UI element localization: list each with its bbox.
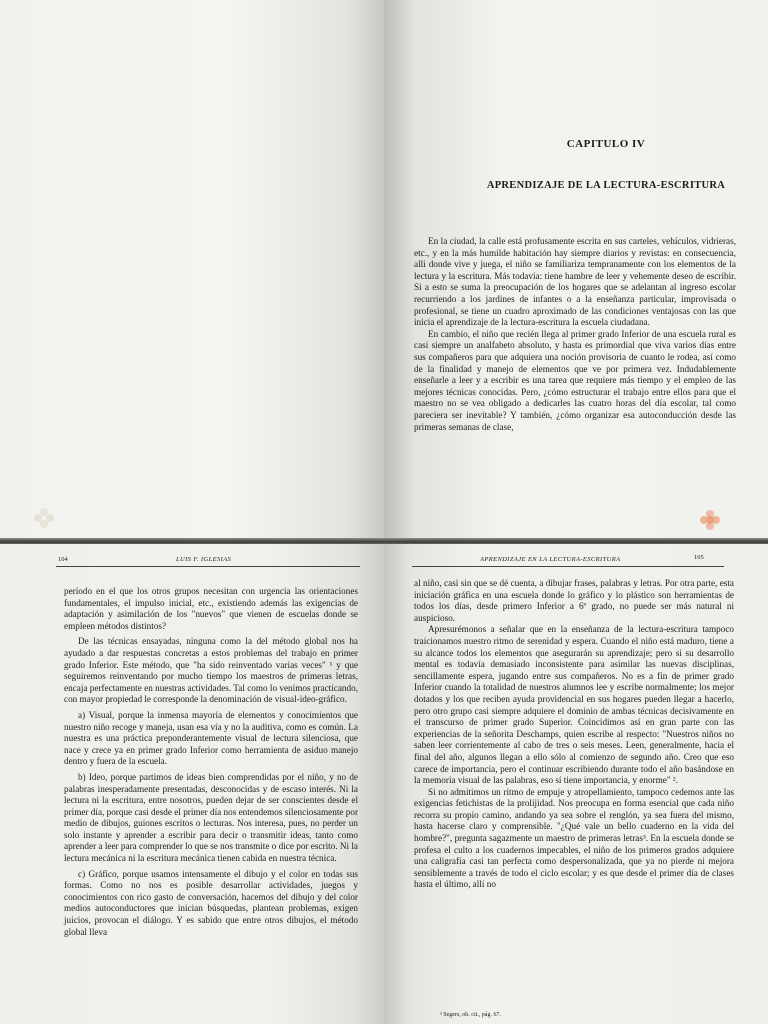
paragraph: a) Visual, porque la inmensa mayoría de elementos y conocimientos que nuestro niño recoge y maneja, usan esa vía y no la auditiva, como es común. La nuestra es una práctica preponderantemente visual de lectura silenciosa, que nace y crece ya en primer grado Inferior como herramienta de asiduo manejo dentro y fuera de la escuela.: [64, 709, 358, 767]
paragraph: En cambio, el niño que recién llega al primer grado Inferior de una escuela rural es casi siempre un analfabeto absoluto, y hasta es primordial que viva varios días entre sus compañeros para que adquiera una noción provisoria de cuanto le rodea, así como de la finalidad y manejo de elementos que ve por primera vez. Indudablemente enseñarle a leer y a escribir es una tarea que requiere más tiempo y el empleo de las mejores técnicas conocidas. Pero, ¿cómo estructurar el trabajo entre ellos para que el maestro no se vea obligado a dedicarles las cuatro horas del día escolar, tal como pareciera ser inevitable? Y también, ¿cómo organizar esa autoconducción desde las primeras semanas de clase,: [414, 328, 736, 432]
chapter-label: CAPITULO IV: [566, 138, 646, 150]
paragraph: b) Ideo, porque partimos de ideas bien comprendidas por el niño, y no de palabras inesperadamente presentadas, desconocidas y de escaso interés. Ni la lectura ni la escritura, entre nosotros, pueden dejar de ser conscientes desde el primer día, porque casi desde el primer día nos entendemos silenciosamente por medio de dibujos, guiones escritos o lecturas. Nos interesa, pues, no perder un solo instante y aprender a escribir para decir o transmitir ideas, tanto como aprender a leer para comprender lo que se nos transmite o dice por escrito. Ni la lectura mecánica ni la escritura mecánica tienen cabida en nuestra técnica.: [64, 771, 358, 864]
chapter-opening-page: [384, 0, 768, 540]
page-body-text: [414, 578, 734, 891]
paragraph: De las técnicas ensayadas, ninguna como la del método global nos ha ayudado a dar respuestas concretas a estos problemas del trabajo en primer grado Inferior. Este método, que "ha sido reinventado varias veces" ¹ y que seguiremos reinventando por mucho tiempo los maestros de primeras letras, encaja perfectamente en nuestras actividades. Tal como lo venimos practicando, con mayor propiedad le corresponde la denominación de visual-ideo-gráfico.: [64, 636, 358, 705]
footnote: ² Segers, ob. cit., pág. 67.: [440, 1012, 501, 1018]
header-rule: [412, 566, 724, 567]
paragraph: Apresurémonos a señalar que en la enseñanza de la lectura-escritura tampoco traicionamos nuestro ritmo de serenidad y espera. Cuando el niño está maduro, tiene a su alcance todos los elementos que asegurarán su aprendizaje; pero si su desarrollo mental es todavía demasiado inconsistente para asimilar las nuevas disciplinas, sencillamente espera, jugando entre sus compañeros. No es a fin de primer grado Inferior cuando la totalidad de nuestros alumnos lee y escribe normalmente; los mejor dotados y los que reciben ayuda providencial en sus hogares pueden llegar a hacerlo, pero otro grupo casi siempre adquiere el dominio de ambas técnicas decisivamente en el transcurso de primer grado Superior. Coincidimos así en gran parte con las experiencias de la señorita Deschamps, quien escribe al respecto: "Nuestros niños no saben leer corrientemente al cabo de tres o seis meses. Leen, generalmente, hacia el final del año, algunos llegan a ello sólo al comienzo de segundo año. Creo que eso carece de importancia, pero el continuar escribiendo durante todo el año basándose en la memoria visual de las palabras, eso sí tiene importancia, y enorme" ².: [414, 624, 734, 786]
running-head: LUIS F. IGLESIAS: [176, 556, 232, 563]
header-rule: [56, 566, 360, 567]
paragraph: En la ciudad, la calle está profusamente escrita en sus carteles, vehículos, vidrieras, etc., y en la más humilde habitación hay siempre diarios y revistas: en consecuencia, allí donde vive y juega, el niño se familiariza tempranamente con los elementos de la lectura y la escritura. Más todavía: tiene hambre de leer y vehemente deseo de escribir. Si a esto se suma la preocupación de los hogares que se adelantan al ingreso escolar recurriendo a los jardines de infantes o a la enseñanza particular, improvisada o profesional, se tiene un cuadro aproximado de las condiciones ventajosas con las que inicia el aprendizaje de la lectura-escritura la escuela ciudadana.: [414, 236, 736, 328]
paragraph: c) Gráfico, porque usamos intensamente el dibujo y el color en todas sus formas. Como no nos es posible desarrollar actividades, juegos y conocimientos con rico gasto de conversación, hacemos del dibujo y del color medios autoconductores que inician búsquedas, plantean problemas, exigen juicios, provocan el diálogo. Y es sabido que entre otros dibujos, el método global lleva: [64, 868, 358, 937]
chapter-title: APRENDIZAJE DE LA LECTURA-ESCRITURA: [486, 180, 726, 191]
page-number: 105: [694, 554, 704, 561]
flower-stamp-icon: [700, 510, 720, 530]
paragraph: al niño, casi sin que se dé cuenta, a dibujar frases, palabras y letras. Por otra parte, esta iniciación gráfica en una escuela donde lo gráfico y lo plástico son herramientas de todos los días, desde primero Inferior a 6º grado, no puede ser más natural ni auspicioso.: [414, 578, 734, 623]
chapter-body-text: [414, 236, 736, 433]
flower-stamp-icon: [34, 508, 54, 528]
paragraph: período en el que los otros grupos necesitan con urgencia las orientaciones fundamentales, el impulso inicial, etc., existiendo además las exigencias de adaptación y asimilación de los "nuevos" que vienen de escuelas donde se empleen métodos distintos?: [64, 586, 358, 631]
paragraph: Si no admitimos un ritmo de empuje y atropellamiento, tampoco cedemos ante las exigencias fetichistas de la prolijidad. Nos preocupa en forma esencial que cada niño recorra su propio camino, andando ya sea sobre el renglón, ya sea fuera del mismo, hasta hacerse claro y comprensible. "¿Qué vale un bello cuaderno en la vida del hombre?", pregunta sagazmente un maestro de primeras letras³. En la escuela donde se profesa el culto a los cuadernos impecables, el niño de los primeros grados adquiere una caligrafía casi tan perfecta como despersonalizada, que ya no pierde ni mejora sensiblemente a través de todo el ciclo escolar; y es que desde el primer día de clases hasta el último, allí no: [414, 786, 734, 890]
blank-page-left-top: [0, 0, 384, 540]
running-head: APRENDIZAJE EN LA LECTURA-ESCRITURA: [480, 556, 621, 563]
page-body-text: [64, 586, 358, 938]
page-number: 104: [58, 556, 68, 563]
